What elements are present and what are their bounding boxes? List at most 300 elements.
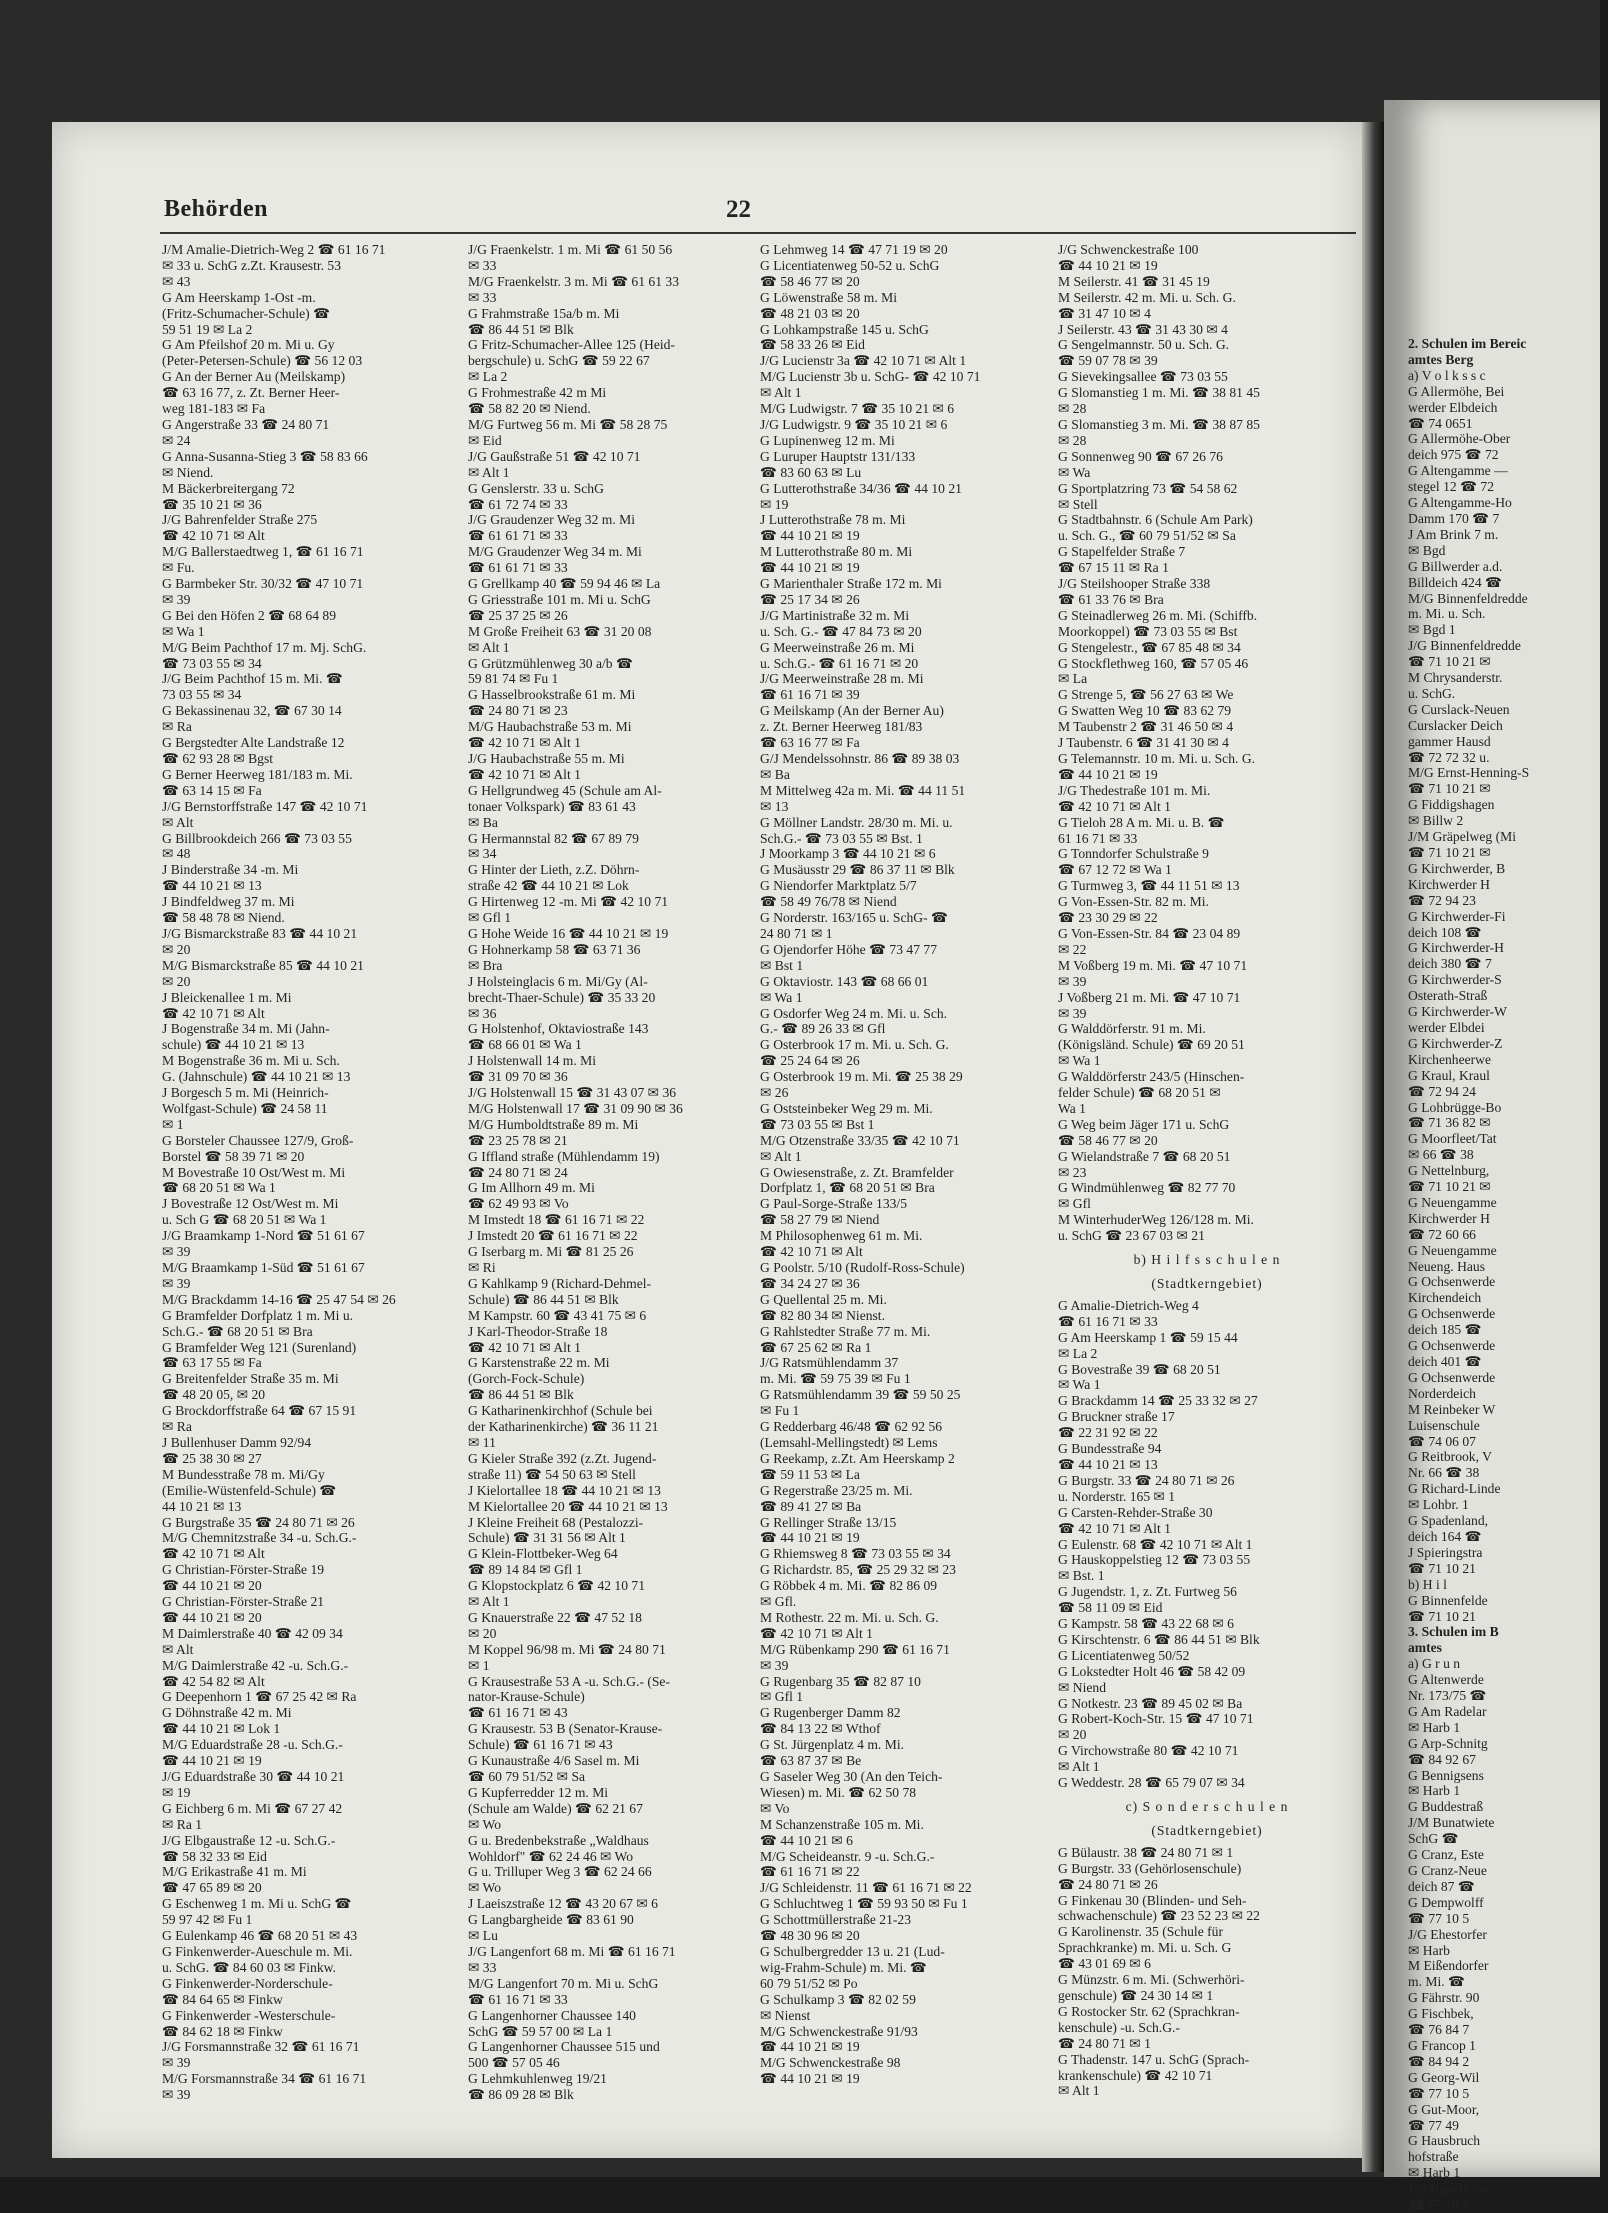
directory-entry: m. Mi. ☎ 59 75 39 ✉ Fu 1 <box>760 1371 911 1387</box>
directory-entry: Schule) ☎ 31 31 56 ✉ Alt 1 <box>468 1530 626 1546</box>
directory-entry: u. Sch.G.- ☎ 61 16 71 ✉ 20 <box>760 655 919 671</box>
directory-entry: Wolfgast-Schule) ☎ 24 58 11 <box>162 1100 328 1116</box>
directory-entry: ✉ Gfl 1 <box>468 910 512 926</box>
right-page-entry: ✉ Lohbr. 1 <box>1408 1497 1469 1513</box>
right-page-entry: ☎ 71 10 21 ✉ <box>1408 845 1491 860</box>
right-page-entry: deich 87 ☎ <box>1408 1878 1475 1894</box>
directory-entry: G Licentiatenweg 50-52 u. SchG <box>760 257 940 273</box>
directory-entry: (Königsländ. Schule) ☎ 69 20 51 <box>1058 1037 1245 1053</box>
directory-entry: ☎ 67 15 11 ✉ Ra 1 <box>1058 560 1169 576</box>
right-page-entry: Nr. 173/75 ☎ <box>1408 1688 1487 1704</box>
directory-entry: ☎ 47 65 89 ✉ 20 <box>162 1880 262 1896</box>
directory-entry: ☎ 23 30 29 ✉ 22 <box>1058 910 1158 926</box>
directory-entry: G Klopstockplatz 6 ☎ 42 10 71 <box>468 1578 646 1594</box>
right-page-entry: G Kraul, Kraul <box>1408 1067 1490 1083</box>
directory-entry: 59 81 74 ✉ Fu 1 <box>468 671 559 687</box>
right-page-entry: G Allermöhe, Bei <box>1408 383 1505 399</box>
directory-entry: ☎ 83 60 63 ✉ Lu <box>760 464 862 480</box>
directory-entry: ✉ 26 <box>760 1085 789 1101</box>
directory-entry: G Kunaustraße 4/6 Sasel m. Mi <box>468 1753 640 1769</box>
directory-entry: M/G Erikastraße 41 m. Mi <box>162 1864 307 1880</box>
directory-entry: ✉ 28 <box>1058 401 1087 417</box>
right-page-entry: ☎ 72 60 66 <box>1408 1226 1476 1242</box>
directory-entry: ✉ Wa 1 <box>1058 1377 1101 1393</box>
directory-entry: brecht-Thaer-Schule) ☎ 35 33 20 <box>468 989 656 1005</box>
directory-entry: M/G Schwenckestraße 91/93 <box>760 2023 918 2039</box>
directory-entry: G Grellkamp 40 ☎ 59 94 46 ✉ La <box>468 576 661 592</box>
right-page-entry: m. Mi. u. Sch. <box>1408 606 1486 622</box>
directory-entry: G Norderstr. 163/165 u. SchG- ☎ <box>760 910 948 926</box>
directory-entry: J Binderstraße 34 -m. Mi <box>162 862 299 878</box>
directory-entry: ✉ Wa 1 <box>1058 1053 1101 1069</box>
directory-entry: ☎ 86 44 51 ✉ Blk <box>468 1387 574 1403</box>
right-page-entry: gammer Hausd <box>1408 733 1491 749</box>
directory-entry: ☎ 44 10 21 ✉ 19 <box>760 560 860 576</box>
directory-entry: ✉ 39 <box>1058 1005 1087 1021</box>
directory-entry: G Amalie-Dietrich-Weg 4 <box>1058 1297 1199 1313</box>
directory-entry: M/G Graudenzer Weg 34 m. Mi <box>468 544 642 560</box>
directory-entry: M/G Scheideanstr. 9 -u. Sch.G.- <box>760 1848 935 1864</box>
directory-entry: ☎ 59 07 78 ✉ 39 <box>1058 353 1158 369</box>
directory-entry: G Jugendstr. 1, z. Zt. Furtweg 56 <box>1058 1584 1237 1600</box>
directory-entry: G Regerstraße 23/25 m. Mi. <box>760 1482 913 1498</box>
directory-entry: M/G Schwenckestraße 98 <box>760 2055 901 2071</box>
directory-entry: ✉ La 2 <box>1058 1345 1098 1361</box>
directory-entry: G Karstenstraße 22 m. Mi <box>468 1355 610 1371</box>
right-page-entry: J/G Binnenfeldredde <box>1408 638 1521 654</box>
right-page-entry: ✉ 66 ☎ 38 <box>1408 1147 1474 1163</box>
directory-entry: G Deepenhorn 1 ☎ 67 25 42 ✉ Ra <box>162 1689 357 1705</box>
directory-entry: J Bovestraße 12 Ost/West m. Mi <box>162 1196 339 1212</box>
right-page-entry: G Kirchwerder-S <box>1408 972 1502 988</box>
directory-entry: ✉ 43 <box>162 273 191 289</box>
directory-entry: ☎ 48 21 03 ✉ 20 <box>760 305 860 321</box>
directory-entry: M/G Braamkamp 1-Süd ☎ 51 61 67 <box>162 1260 365 1275</box>
directory-entry: ☎ 25 37 25 ✉ 26 <box>468 607 568 623</box>
directory-entry: G Döhnstraße 42 m. Mi <box>162 1705 292 1721</box>
directory-entry: M/G Brackdamm 14-16 ☎ 25 47 54 ✉ 26 <box>162 1291 396 1307</box>
directory-entry: G Brockdorffstraße 64 ☎ 67 15 91 <box>162 1403 357 1419</box>
right-page-column <box>1408 336 1608 2213</box>
right-page-entry: ✉ Billw 2 <box>1408 813 1464 829</box>
directory-entry: J/G Bismarckstraße 83 ☎ 44 10 21 <box>162 925 358 941</box>
directory-entry: G Bülaustr. 38 ☎ 24 80 71 ✉ 1 <box>1058 1844 1234 1860</box>
directory-entry: G Karolinenstr. 35 (Schule für <box>1058 1924 1223 1940</box>
directory-entry: G Carsten-Rehder-Straße 30 <box>1058 1504 1213 1520</box>
right-page-entry: G Neuengamme <box>1408 1194 1497 1210</box>
directory-entry: G Stengelestr., ☎ 67 85 48 ✉ 34 <box>1058 639 1241 655</box>
directory-entry: SchG ☎ 59 57 00 ✉ La 1 <box>468 2023 613 2039</box>
directory-entry: ☎ 58 32 33 ✉ Eid <box>162 1848 267 1864</box>
directory-entry: ☎ 63 87 37 ✉ Be <box>760 1753 862 1769</box>
directory-entry: ✉ 22 <box>1058 941 1087 957</box>
right-page-entry: 2. Schulen im Bereic <box>1408 336 1527 351</box>
right-page-entry: a) V o l k s s c <box>1408 367 1486 383</box>
right-page-entry: ✉ Harb 1 <box>1408 1719 1461 1735</box>
right-page-entry: Kirchenheerwe <box>1408 1051 1492 1067</box>
directory-entry: G Münzstr. 6 m. Mi. (Schwerhöri- <box>1058 1972 1245 1988</box>
directory-entry: G Finkenau 30 (Blinden- und Seh- <box>1058 1892 1247 1908</box>
directory-entry: G Slomanstieg 1 m. Mi. ☎ 38 81 45 <box>1058 385 1260 401</box>
directory-entry: u. SchG ☎ 23 67 03 ✉ 21 <box>1058 1228 1205 1244</box>
directory-entry: ✉ 13 <box>760 798 789 814</box>
right-page-entry: ☎ 76 84 7 <box>1408 2022 1470 2038</box>
right-page-entry: deich 108 ☎ <box>1408 924 1482 940</box>
directory-entry: ✉ 33 <box>468 257 497 273</box>
directory-entry: M/G Haubachstraße 53 m. Mi <box>468 719 632 735</box>
directory-entry: ☎ 61 61 71 ✉ 33 <box>468 560 568 576</box>
right-page-entry: ✉ Harb 1 <box>1408 1783 1461 1799</box>
right-page-entry: G Bennigsens <box>1408 1767 1484 1783</box>
directory-entry: G Christian-Förster-Straße 19 <box>162 1562 325 1578</box>
directory-entry: ✉ 33 u. SchG z.Zt. Krausestr. 53 <box>162 257 342 273</box>
directory-entry: G Weddestr. 28 ☎ 65 79 07 ✉ 34 <box>1058 1775 1245 1791</box>
directory-entry: ✉ 24 <box>162 432 191 448</box>
directory-entry: G Strenge 5, ☎ 56 27 63 ✉ We <box>1058 687 1234 703</box>
directory-entry: G Hohnerkamp 58 ☎ 63 71 36 <box>468 941 641 957</box>
directory-entry: G Rhiemsweg 8 ☎ 73 03 55 ✉ 34 <box>760 1546 951 1562</box>
directory-entry: Wohldorf" ☎ 62 24 46 ✉ Wo <box>468 1848 634 1864</box>
directory-entry: ✉ Ri <box>468 1260 496 1275</box>
directory-entry: G Krausestraße 53 A -u. Sch.G.- (Se- <box>468 1673 670 1689</box>
directory-entry: ☎ 58 46 77 ✉ 20 <box>1058 1132 1158 1148</box>
directory-entry: G Am Heerskamp 1 ☎ 59 15 44 <box>1058 1329 1238 1345</box>
directory-entry: J Kielortallee 18 ☎ 44 10 21 ✉ 13 <box>468 1482 661 1498</box>
directory-entry: G Bovestraße 39 ☎ 68 20 51 <box>1058 1361 1221 1377</box>
directory-entry: ☎ 58 27 79 ✉ Niend <box>760 1212 880 1228</box>
right-page-entry: G Binnenfelde <box>1408 1592 1488 1608</box>
directory-entry: J/G Haubachstraße 55 m. Mi <box>468 751 625 766</box>
right-page-entry: deich 975 ☎ 72 <box>1408 447 1499 463</box>
directory-entry: ☎ 44 10 21 ✉ 19 <box>760 2039 860 2055</box>
right-page-entry: b) H i l <box>1408 1576 1447 1592</box>
directory-entry: J/G Gaußstraße 51 ☎ 42 10 71 <box>468 448 641 464</box>
directory-entry: G Breitenfelder Straße 35 m. Mi <box>162 1371 339 1387</box>
directory-entry: ✉ 39 <box>760 1657 789 1673</box>
directory-entry: G Notkestr. 23 ☎ 89 45 02 ✉ Ba <box>1058 1695 1243 1711</box>
directory-entry: ✉ Fu. <box>162 560 195 576</box>
directory-entry: G Borsteler Chaussee 127/9, Groß- <box>162 1132 354 1148</box>
right-page-entry: J/M Gräpelweg (Mi <box>1408 829 1516 845</box>
directory-entry: ✉ 33 <box>468 1959 497 1975</box>
column-1 <box>162 242 466 2142</box>
directory-entry: ☎ 63 16 77 ✉ Fa <box>760 735 860 751</box>
directory-entry: ☎ 44 10 21 ✉ Lok 1 <box>162 1721 281 1737</box>
directory-entry: G Telemannstr. 10 m. Mi. u. Sch. G. <box>1058 751 1256 766</box>
directory-entry: ✉ Ra 1 <box>162 1816 203 1832</box>
directory-entry: G Hasselbrookstraße 61 m. Mi <box>468 687 636 703</box>
right-page <box>1384 100 1600 2213</box>
directory-entry: J Bogenstraße 34 m. Mi (Jahn- <box>162 1021 330 1037</box>
directory-entry: M/G Langenfort 70 m. Mi u. SchG <box>468 1975 659 1991</box>
directory-entry: G Tonndorfer Schulstraße 9 <box>1058 846 1209 862</box>
directory-entry: G Eulenstr. 68 ☎ 42 10 71 ✉ Alt 1 <box>1058 1536 1253 1552</box>
directory-entry: G Walddörferstr. 91 m. Mi. <box>1058 1021 1206 1037</box>
directory-entry: G Oststeinbeker Weg 29 m. Mi. <box>760 1100 933 1116</box>
directory-entry: (Fritz-Schumacher-Schule) ☎ <box>162 305 331 321</box>
right-page-entry: deich 185 ☎ <box>1408 1322 1482 1338</box>
right-page-entry: Billdeich 424 ☎ <box>1408 574 1502 590</box>
directory-entry: G Owiesenstraße, z. Zt. Bramfelder <box>760 1164 954 1180</box>
directory-entry: ☎ 59 11 53 ✉ La <box>760 1466 860 1482</box>
directory-entry: M/G Holstenwall 17 ☎ 31 09 90 ✉ 36 <box>468 1100 683 1116</box>
directory-entry: M/G Forsmannstraße 34 ☎ 61 16 71 <box>162 2071 367 2087</box>
directory-entry: G Weg beim Jäger 171 u. SchG <box>1058 1116 1230 1132</box>
directory-entry: M/G Lucienstr 3b u. SchG- ☎ 42 10 71 <box>760 369 981 385</box>
directory-entry: ✉ Lu <box>468 1928 498 1944</box>
right-page-entry: G Kirchwerder, B <box>1408 860 1506 876</box>
right-page-entry: ✉ Harb 1 <box>1408 2165 1461 2181</box>
directory-entry: M/G Furtweg 56 m. Mi ☎ 58 28 75 <box>468 416 668 432</box>
directory-entry: ✉ 39 <box>162 2055 191 2071</box>
directory-entry: M/G Chemnitzstraße 34 -u. Sch.G.- <box>162 1530 357 1546</box>
directory-entry: G Brackdamm 14 ☎ 25 33 32 ✉ 27 <box>1058 1393 1258 1409</box>
directory-entry: J Bindfeldweg 37 m. Mi <box>162 894 295 910</box>
right-page-entry: Kirchwerder H <box>1408 876 1490 892</box>
right-page-entry: G Arp-Schnitg <box>1408 1735 1488 1751</box>
directory-entry: 73 03 55 ✉ 34 <box>162 687 242 703</box>
directory-entry: ✉ 20 <box>1058 1727 1087 1743</box>
directory-entry: (Emilie-Wüstenfeld-Schule) ☎ <box>162 1482 337 1498</box>
right-page-entry: Neueng. Haus <box>1408 1258 1486 1274</box>
directory-entry: ✉ 19 <box>162 1784 191 1800</box>
right-page-entry: G Fährstr. 90 <box>1408 1990 1480 2006</box>
directory-entry: G Rellinger Straße 13/15 <box>760 1514 897 1530</box>
directory-entry: ✉ 33 <box>468 289 497 305</box>
directory-entry: ☎ 89 14 84 ✉ Gfl 1 <box>468 1562 583 1578</box>
directory-entry: (Schule am Walde) ☎ 62 21 67 <box>468 1800 643 1816</box>
right-page-entry: ☎ 77 10 5 <box>1408 2197 1470 2213</box>
directory-entry: G Saseler Weg 30 (An den Teich- <box>760 1769 943 1784</box>
directory-entry: G Im Allhorn 49 m. Mi <box>468 1180 595 1196</box>
directory-entry: J/G Martinistraße 32 m. Mi <box>760 607 910 623</box>
directory-entry: M/G Rübenkamp 290 ☎ 61 16 71 <box>760 1641 950 1657</box>
right-page-entry: J Spieringstra <box>1408 1544 1483 1560</box>
directory-entry: ✉ Gfl <box>1058 1196 1091 1212</box>
directory-entry: ☎ 84 13 22 ✉ Wthof <box>760 1721 881 1737</box>
directory-entry: u. Sch. G.- ☎ 47 84 73 ✉ 20 <box>760 623 922 639</box>
right-page-entry: J/M Bunatwiete <box>1408 1815 1495 1831</box>
directory-entry: G Bramfelder Dorfplatz 1 m. Mi u. <box>162 1307 354 1323</box>
directory-entry: G/J Mendelssohnstr. 86 ☎ 89 38 03 <box>760 751 960 766</box>
directory-entry: ☎ 58 11 09 ✉ Eid <box>1058 1600 1163 1616</box>
directory-entry: M/G Bismarckstraße 85 ☎ 44 10 21 <box>162 957 364 973</box>
directory-entry: J/G Lucienstr 3a ☎ 42 10 71 ✉ Alt 1 <box>760 353 967 369</box>
directory-entry: ✉ 36 <box>468 1005 497 1021</box>
right-page-entry: amtes Berg <box>1408 351 1474 367</box>
directory-entry: G Langbargheide ☎ 83 61 90 <box>468 1912 634 1928</box>
directory-entry: G Turmweg 3, ☎ 44 11 51 ✉ 13 <box>1058 878 1240 894</box>
directory-entry: M Daimlerstraße 40 ☎ 42 09 34 <box>162 1625 343 1641</box>
directory-entry: ✉ Gfl 1 <box>760 1689 804 1705</box>
directory-entry: ☎ 44 10 21 ✉ 19 <box>1058 766 1158 782</box>
right-page-entry: G Gut-Moor, <box>1408 2101 1480 2117</box>
directory-entry: ☎ 42 10 71 ✉ Alt 1 <box>468 1339 581 1355</box>
directory-entry: 500 ☎ 57 05 46 <box>468 2055 560 2071</box>
directory-entry: M Große Freiheit 63 ☎ 31 20 08 <box>468 623 652 639</box>
directory-entry: G Hinter der Lieth, z.Z. Döhrn- <box>468 862 640 878</box>
directory-entry: ✉ La <box>1058 671 1088 687</box>
directory-entry: G Grützmühlenweg 30 a/b ☎ <box>468 655 633 671</box>
directory-entry: G Reekamp, z.Zt. Am Heerskamp 2 <box>760 1450 955 1466</box>
directory-entry: G Iffland straße (Mühlendamm 19) <box>468 1148 660 1164</box>
directory-entry: G Ojendorfer Höhe ☎ 73 47 77 <box>760 941 937 957</box>
directory-entry: G Ratsmühlendamm 39 ☎ 59 50 25 <box>760 1387 961 1403</box>
directory-entry: J/G Bahrenfelder Straße 275 <box>162 512 318 528</box>
right-page-entry: G Reitbrook, V <box>1408 1449 1492 1465</box>
directory-entry: G Lutterothstraße 34/36 ☎ 44 10 21 <box>760 480 962 496</box>
directory-entry: J/G Beim Pachthof 15 m. Mi. ☎ <box>162 671 343 687</box>
directory-entry: ☎ 44 10 21 ✉ 19 <box>1058 257 1158 273</box>
directory-entry: ☎ 42 10 71 ✉ Alt 1 <box>760 1625 873 1641</box>
directory-entry: M Taubenstr 2 ☎ 31 46 50 ✉ 4 <box>1058 719 1234 735</box>
directory-entry: G Finkenwerder-Aueschule m. Mi. <box>162 1943 353 1959</box>
right-page-entry: ☎ 77 10 5 <box>1408 1910 1470 1926</box>
directory-entry: ✉ 1 <box>162 1116 184 1132</box>
directory-entry: ☎ 24 80 71 ✉ 24 <box>468 1164 568 1180</box>
directory-entry: schwachenschule) ☎ 23 52 23 ✉ 22 <box>1058 1908 1260 1924</box>
directory-entry: M Mittelweg 42a m. Mi. ☎ 44 11 51 <box>760 782 966 798</box>
directory-entry: M/G Beim Pachthof 17 m. Mj. SchG. <box>162 639 367 655</box>
directory-entry: M Bogenstraße 36 m. Mi u. Sch. <box>162 1053 340 1069</box>
directory-entry: ☎ 42 10 71 ✉ Alt <box>162 528 265 544</box>
directory-entry: G Poolstr. 5/10 (Rudolf-Ross-Schule) <box>760 1260 965 1275</box>
right-page-entry: ☎ 77 49 <box>1408 2117 1459 2133</box>
directory-entry: ✉ Vo <box>760 1800 790 1816</box>
directory-entry: ☎ 24 80 71 ✉ 1 <box>1058 2035 1151 2051</box>
directory-entry: ☎ 61 72 74 ✉ 33 <box>468 496 568 512</box>
directory-entry: ☎ 31 09 70 ✉ 36 <box>468 1069 568 1085</box>
directory-entry: G St. Jürgenplatz 4 m. Mi. <box>760 1737 904 1753</box>
directory-entry: ☎ 23 25 78 ✉ 21 <box>468 1132 568 1148</box>
directory-entry: ☎ 61 16 71 ✉ 39 <box>760 687 860 703</box>
directory-entry: G Bei den Höfen 2 ☎ 68 64 89 <box>162 607 336 623</box>
right-page-entry: amtes <box>1408 1640 1442 1656</box>
directory-entry: ✉ 39 <box>1058 973 1087 989</box>
directory-entry: G u. Bredenbekstraße „Waldhaus <box>468 1832 649 1848</box>
directory-entry: G Angerstraße 33 ☎ 24 80 71 <box>162 416 330 432</box>
directory-entry: G Oktaviostr. 143 ☎ 68 66 01 <box>760 973 929 989</box>
right-page-entry: M Chrysanderstr. <box>1408 670 1503 686</box>
right-page-entry: Nr. 66 ☎ 38 <box>1408 1465 1480 1481</box>
directory-entry: ☎ 25 38 30 ✉ 27 <box>162 1450 262 1466</box>
directory-entry: G Klein-Flottbeker-Weg 64 <box>468 1546 618 1562</box>
directory-entry: G Bruckner straße 17 <box>1058 1409 1175 1425</box>
directory-entry: J Bleickenallee 1 m. Mi <box>162 989 292 1005</box>
right-page-entry: G Kirchwerder-H <box>1408 940 1504 956</box>
directory-entry: G Genslerstr. 33 u. SchG <box>468 480 604 496</box>
directory-entry: felder Schule) ☎ 68 20 51 ✉ <box>1058 1085 1221 1101</box>
directory-entry: ✉ Alt 1 <box>1058 1759 1100 1775</box>
directory-entry: ✉ 23 <box>1058 1164 1087 1180</box>
directory-entry: ✉ La 2 <box>468 369 508 385</box>
directory-entry: 44 10 21 ✉ 13 <box>162 1498 242 1514</box>
directory-entry: ☎ 67 12 72 ✉ Wa 1 <box>1058 862 1172 878</box>
right-page-entry: G Fiddigshagen <box>1408 797 1495 813</box>
directory-entry: ☎ 42 10 71 ✉ Alt 1 <box>468 766 581 782</box>
directory-entry: (Stadtkerngebiet) <box>1151 1276 1263 1291</box>
directory-entry: G Kirschtenstr. 6 ☎ 86 44 51 ✉ Blk <box>1058 1631 1260 1647</box>
directory-entry: G Am Pfeilshof 20 m. Mi u. Gy <box>162 337 335 353</box>
directory-entry: ☎ 44 10 21 ✉ 19 <box>162 1753 262 1769</box>
directory-entry: G Hohe Weide 16 ☎ 44 10 21 ✉ 19 <box>468 925 669 941</box>
right-page-entry: ☎ 71 10 21 ✉ <box>1408 654 1491 670</box>
directory-entry: ✉ 39 <box>162 1275 191 1291</box>
directory-entry: ☎ 48 20 05, ✉ 20 <box>162 1387 266 1403</box>
directory-entry: G Am Heerskamp 1-Ost -m. <box>162 289 316 305</box>
right-page-entry: ✉ Bgd <box>1408 542 1446 558</box>
right-page-entry: Kirchwerder H <box>1408 1210 1490 1226</box>
directory-entry: G Sengelmannstr. 50 u. Sch. G. <box>1058 337 1230 353</box>
directory-entry: ☎ 42 10 71 ✉ Alt <box>162 1005 265 1021</box>
directory-entry: J Moorkamp 3 ☎ 44 10 21 ✉ 6 <box>760 846 936 862</box>
directory-entry: ☎ 44 10 21 ✉ 13 <box>162 878 262 894</box>
right-page-entry: werder Elbdei <box>1408 1019 1485 1035</box>
directory-entry: J/G Meerweinstraße 28 m. Mi <box>760 671 924 687</box>
right-page-entry: m. Mi. ☎ <box>1408 1974 1465 1990</box>
directory-entry: G Meilskamp (An der Berner Au) <box>760 703 944 719</box>
right-page-entry: u. SchG. <box>1408 685 1456 701</box>
directory-entry: J Kleine Freiheit 68 (Pestalozzi- <box>468 1514 644 1530</box>
directory-entry: ✉ Fu 1 <box>760 1403 800 1419</box>
directory-entry: G Frahmstraße 15a/b m. Mi <box>468 305 620 321</box>
directory-entry: ✉ Alt 1 <box>760 385 802 401</box>
directory-entry: ☎ 25 24 64 ✉ 26 <box>760 1053 860 1069</box>
directory-entry: ✉ 39 <box>162 591 191 607</box>
directory-entry: ☎ 44 10 21 ✉ 6 <box>760 1832 853 1848</box>
directory-entry: 59 51 19 ✉ La 2 <box>162 321 253 337</box>
directory-entry: J Lutterothstraße 78 m. Mi <box>760 512 906 528</box>
directory-entry: ☎ 44 10 21 ✉ 19 <box>760 1530 860 1546</box>
directory-entry: G Fritz-Schumacher-Allee 125 (Heid- <box>468 337 675 353</box>
right-page-entry: ☎ 84 92 67 <box>1408 1751 1476 1767</box>
directory-entry: (Peter-Petersen-Schule) ☎ 56 12 03 <box>162 353 363 369</box>
right-page-entry: Kirchendeich <box>1408 1290 1482 1306</box>
directory-entry: ✉ Alt 1 <box>1058 2083 1100 2099</box>
directory-entry: ✉ Ba <box>760 766 790 782</box>
directory-entry: G Iserbarg m. Mi ☎ 81 25 26 <box>468 1244 634 1260</box>
directory-entry: G Redderbarg 46/48 ☎ 62 92 56 <box>760 1419 943 1435</box>
directory-entry: M/G Daimlerstraße 42 -u. Sch.G.- <box>162 1657 349 1673</box>
directory-entry: G Robert-Koch-Str. 15 ☎ 47 10 71 <box>1058 1711 1254 1727</box>
directory-entry: ☎ 24 80 71 ✉ 23 <box>468 703 568 719</box>
directory-entry: G Rostocker Str. 62 (Sprachkran- <box>1058 2003 1240 2019</box>
right-page-entry: hofstraße <box>1408 2149 1459 2165</box>
directory-entry: ☎ 61 16 71 ✉ 43 <box>468 1705 568 1721</box>
directory-entry: ✉ 20 <box>162 973 191 989</box>
directory-entry: ✉ Bra <box>468 957 503 973</box>
directory-entry: ☎ 24 80 71 ✉ 26 <box>1058 1876 1158 1892</box>
right-page-entry: ☎ 71 36 82 ✉ <box>1408 1115 1491 1131</box>
directory-entry: weg 181-183 ✉ Fa <box>162 401 266 417</box>
directory-entry: G Burgstraße 35 ☎ 24 80 71 ✉ 26 <box>162 1514 355 1530</box>
directory-entry: M Lutterothstraße 80 m. Mi <box>760 544 913 560</box>
directory-entry: G Bundesstraße 94 <box>1058 1441 1162 1457</box>
right-page-entry: deich 401 ☎ <box>1408 1354 1482 1369</box>
right-page-entry: ☎ 84 94 2 <box>1408 2053 1470 2069</box>
directory-entry: 59 97 42 ✉ Fu 1 <box>162 1912 253 1928</box>
directory-entry: G Langenhorner Chaussee 140 <box>468 2007 636 2023</box>
right-page-entry: J/G Kapellenw <box>1408 2181 1490 2197</box>
directory-entry: G Frohmestraße 42 m Mi <box>468 385 607 401</box>
directory-entry: ✉ Alt <box>162 814 194 830</box>
directory-entry: ✉ Wo <box>468 1816 502 1832</box>
directory-entry: G Luruper Hauptstr 131/133 <box>760 448 916 464</box>
directory-entry: ✉ Alt 1 <box>468 464 510 480</box>
directory-entry: G Lokstedter Holt 46 ☎ 58 42 09 <box>1058 1663 1246 1679</box>
right-page-entry: werder Elbdeich <box>1408 399 1498 415</box>
directory-entry: G u. Trilluper Weg 3 ☎ 62 24 66 <box>468 1864 652 1880</box>
